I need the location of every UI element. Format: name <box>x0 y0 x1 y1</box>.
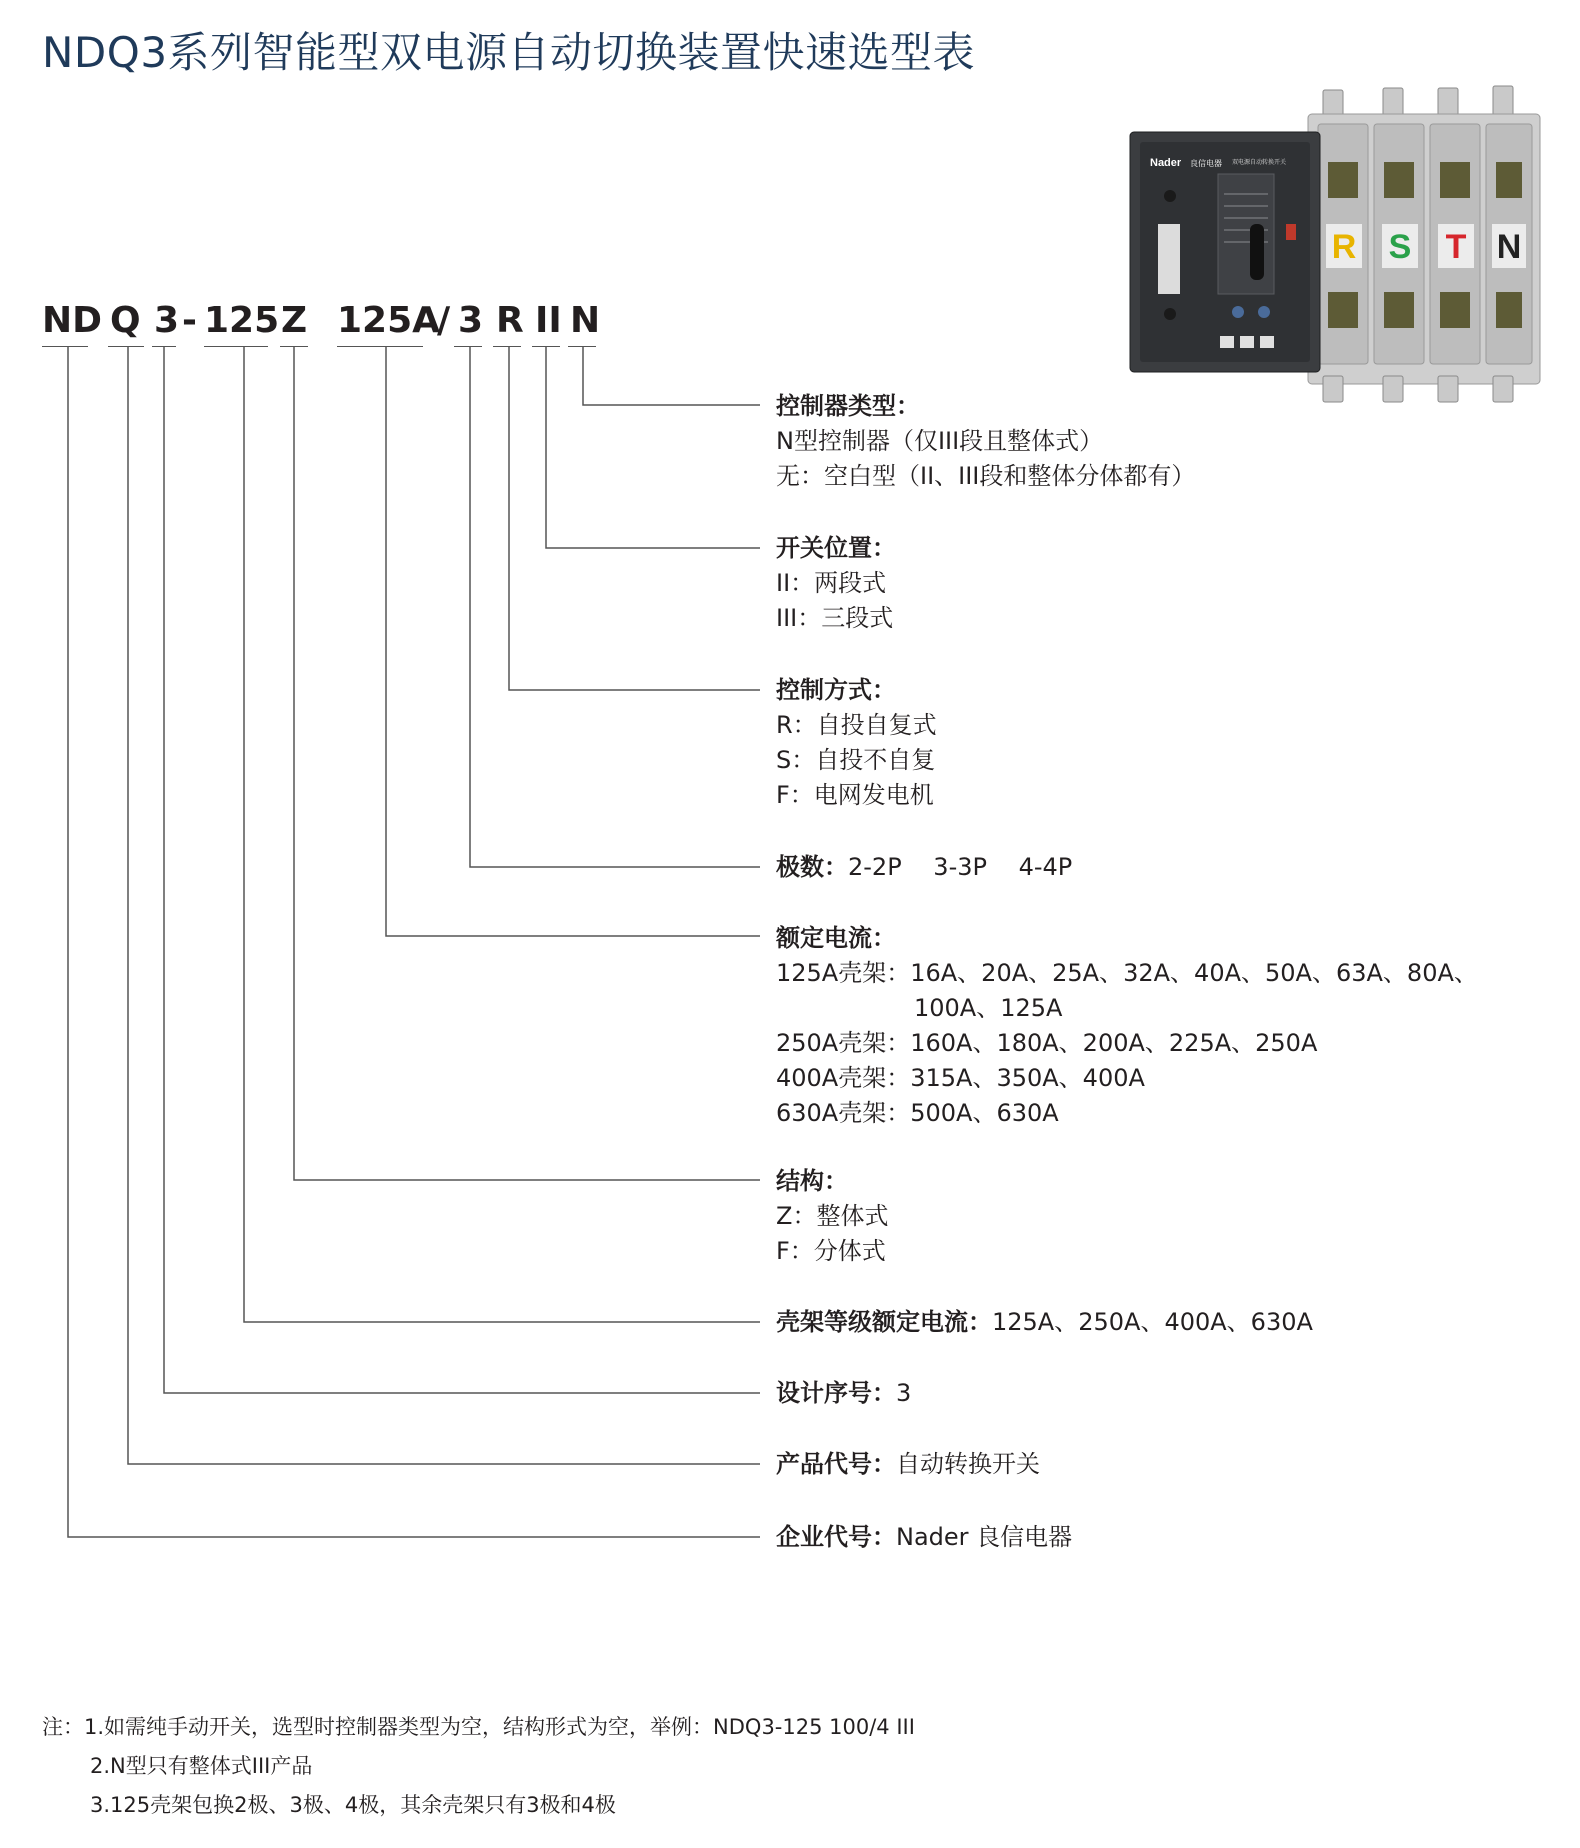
desc-product-text: 自动转换开关 <box>896 1450 1040 1478</box>
desc-position <box>776 531 896 636</box>
phase-letter-s: S <box>1388 228 1412 266</box>
connector-structure <box>294 347 760 1180</box>
terminal-bolts-top <box>1323 86 1513 118</box>
connector-frame <box>244 347 760 1322</box>
desc-poles-head: 极数： <box>776 853 848 881</box>
code-segment-controller: N <box>570 300 601 341</box>
desc-control-head: 控制方式： <box>776 676 896 704</box>
desc-structure-line: Z：整体式 <box>776 1202 889 1230</box>
desc-product <box>776 1447 1040 1482</box>
code-segment-poles: 3 <box>458 300 484 341</box>
desc-current-line: 100A、125A <box>914 994 1063 1022</box>
code-segment-structure: Z <box>281 300 308 341</box>
desc-frame-text: 125A、250A、400A、630A <box>992 1308 1313 1336</box>
note-item: 3.125壳架包换2极、3极、4极，其余壳架只有3极和4极 <box>90 1793 616 1817</box>
code-segment-product: Q <box>110 300 141 341</box>
desc-control <box>776 673 937 813</box>
connector-company <box>68 347 760 1537</box>
desc-position-line: III：三段式 <box>776 604 894 632</box>
product-brand-cn: 良信电器 <box>1190 159 1222 168</box>
code-segment-control: R <box>496 300 524 341</box>
page-title: NDQ3系列智能型双电源自动切换装置快速选型表 <box>42 28 976 77</box>
desc-design-text: 3 <box>896 1379 912 1407</box>
desc-company-head: 企业代号： <box>776 1523 896 1551</box>
desc-current-line: 250A壳架：160A、180A、200A、225A、250A <box>776 1029 1318 1057</box>
code-segment-company: ND <box>42 300 103 341</box>
desc-current-head: 额定电流： <box>776 924 896 952</box>
product-brand: Nader <box>1150 157 1182 169</box>
desc-current-line: 630A壳架：500A、630A <box>776 1099 1059 1127</box>
desc-current-line: 125A壳架：16A、20A、25A、32A、40A、50A、63A、80A、 <box>776 959 1478 987</box>
product-image <box>1128 84 1548 404</box>
desc-current-line: 400A壳架：315A、350A、400A <box>776 1064 1145 1092</box>
desc-controller <box>776 389 1195 494</box>
desc-frame <box>776 1305 1313 1340</box>
code-segment-slash: / <box>437 300 451 341</box>
desc-product-head: 产品代号： <box>776 1450 896 1478</box>
desc-control-line: S：自投不自复 <box>776 746 936 774</box>
desc-poles-text: 2-2P 3-3P 4-4P <box>848 853 1073 881</box>
desc-design-head: 设计序号： <box>776 1379 896 1407</box>
connector-controller <box>583 347 760 405</box>
connector-poles <box>470 347 760 867</box>
desc-company <box>776 1520 1072 1555</box>
desc-structure-head: 结构： <box>776 1167 848 1195</box>
desc-controller-head: 控制器类型： <box>776 392 920 420</box>
notes <box>42 1708 915 1825</box>
code-segment-position: II <box>535 300 562 341</box>
code-segment-frame: 125 <box>204 300 280 341</box>
desc-position-line: II：两段式 <box>776 569 887 597</box>
phase-letter-t: T <box>1445 228 1467 266</box>
desc-controller-line: N型控制器（仅III段且整体式） <box>776 427 1104 455</box>
note-item: 2.N型只有整体式III产品 <box>90 1754 313 1778</box>
desc-structure-line: F：分体式 <box>776 1237 886 1265</box>
desc-current <box>776 921 1478 1131</box>
connector-current <box>386 347 760 936</box>
phase-letter-r: R <box>1331 228 1357 266</box>
code-segment-design: 3 <box>154 300 180 341</box>
product-device-label: 双电源自动转换开关 <box>1232 159 1287 166</box>
notes-prefix: 注： <box>42 1715 84 1739</box>
connector-design <box>164 347 760 1393</box>
code-segment-dash: - <box>182 300 197 341</box>
desc-structure <box>776 1164 888 1269</box>
phase-letter-n: N <box>1496 228 1522 266</box>
note-item: 1.如需纯手动开关，选型时控制器类型为空，结构形式为空，举例：NDQ3-125 100/4 III <box>84 1715 915 1739</box>
desc-design <box>776 1376 911 1411</box>
connector-product <box>128 347 760 1464</box>
desc-control-line: R：自投自复式 <box>776 711 937 739</box>
desc-controller-line: 无：空白型（II、III段和整体分体都有） <box>776 462 1196 490</box>
desc-position-head: 开关位置： <box>776 534 896 562</box>
connector-position <box>546 347 760 548</box>
desc-control-line: F：电网发电机 <box>776 781 934 809</box>
code-segment-current: 125A <box>337 300 441 341</box>
desc-frame-head: 壳架等级额定电流： <box>776 1308 992 1336</box>
desc-company-text: Nader 良信电器 <box>896 1523 1073 1551</box>
desc-poles <box>776 850 1072 885</box>
